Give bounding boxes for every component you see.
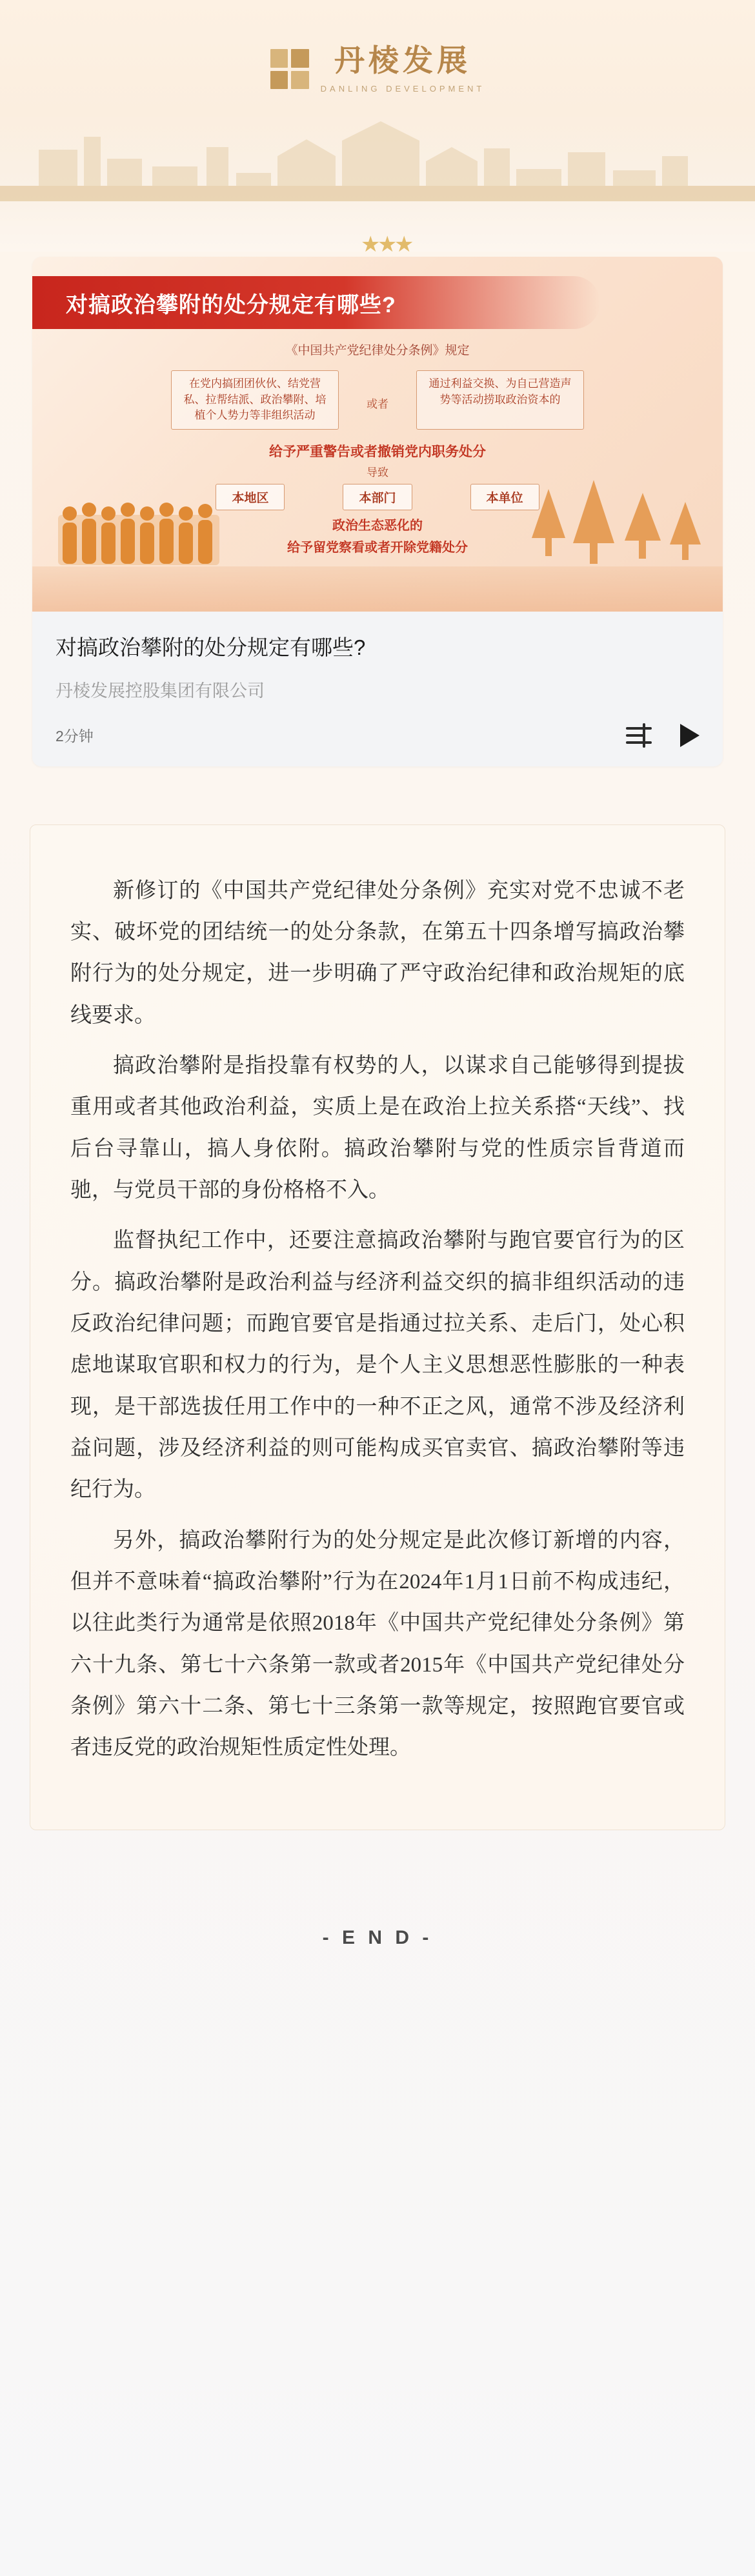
video-bottom-bar <box>55 724 700 747</box>
cover-right-box: 通过利益交换、为自己营造声势等活动捞取政治资本的 <box>416 370 584 430</box>
article-card <box>30 824 725 1830</box>
video-card[interactable] <box>32 257 723 766</box>
article-paragraph: 搞政治攀附是指投靠有权势的人，以谋求自己能够得到提拔重用或者其他政治利益，实质上是在政治上拉关系搭“天线”、找后台寻靠山，搞人身依附。搞政治攀附与党的性质宗旨背道而驰，与党员干部的身份格格不入。 <box>70 1053 685 1202</box>
cover-left-box: 在党内搞团团伙伙、结党营私、拉帮结派、政治攀附、培植个人势力等非组织活动 <box>171 370 339 430</box>
article-paragraph: 新修订的《中国共产党纪律处分条例》充实对党不忠诚不老实、破坏党的团结统一的处分条款，在第五十四条增写搞政治攀附行为的处分规定，进一步明确了严守政治纪律和政治规矩的底线要求。 <box>70 879 685 1027</box>
video-organization: 丹棱发展控股集团有限公司 <box>55 681 265 701</box>
article-paragraph: 监督执纪工作中，还要注意搞政治攀附与跑官要官行为的区分。搞政治攀附是政治利益与经济利益交织的搞非组织活动的违反政治纪律问题；而跑官要官是指通过拉关系、走后门，处心积虑地谋取官职和权力的行为，是个人主义思想恶性膨胀的一种表现，是干部选拔任用工作中的一种不正之风，通常不涉及经济利益问题，涉及经济利益的则可能构成买官卖官、搞政治攀附等违纪行为。 <box>70 1229 685 1502</box>
video-action-group <box>626 724 700 747</box>
video-cover[interactable] <box>32 257 723 612</box>
cover-subtitle: 《中国共产党纪律处分条例》规定 <box>285 344 470 357</box>
end-mark: - E N D - <box>322 1926 433 1948</box>
video-meta <box>32 612 723 766</box>
cover-tag-row <box>32 484 723 510</box>
cover-leads-to: 导致 <box>367 466 388 479</box>
cover-penalty: 给予严重警告或者撤销党内职务处分 <box>269 444 486 459</box>
playlist-icon[interactable] <box>626 726 652 745</box>
cover-connector: 或者 <box>367 398 388 410</box>
brand <box>0 0 755 94</box>
video-duration: 2分钟 <box>55 728 94 745</box>
brand-title-en: DANLING DEVELOPMENT <box>320 83 485 94</box>
brand-title-cn: 丹棱发展 <box>334 45 471 78</box>
city-skyline-icon <box>0 111 755 201</box>
four-square-logo-icon <box>270 49 309 89</box>
cover-tag: 本部门 <box>343 484 412 510</box>
masthead: 丹棱发展 DANLING DEVELOPMENT ★ ★ ★ <box>0 0 755 252</box>
cover-tag: 本单位 <box>470 484 539 510</box>
cover-tag: 本地区 <box>216 484 285 510</box>
video-title: 对搞政治攀附的处分规定有哪些? <box>55 635 366 659</box>
article-paragraph: 另外，搞政治攀附行为的处分规定是此次修订新增的内容，但并不意味着“搞政治攀附”行为在2024年1月1日前不构成违纪，以往此类行为通常是依照2018年《中国共产党纪律处分条例》第六十九条、第七十六条第一款或者2015年《中国共产党纪律处分条例》第六十二条、第七十三条第一款等规定，按照跑官要官或者违反党的政治规矩性质定性处理。 <box>70 1528 685 1760</box>
cover-consequence: 政治生态恶化的 <box>332 519 423 533</box>
play-icon[interactable] <box>680 724 700 747</box>
cover-consequence-penalty: 给予留党察看或者开除党籍处分 <box>287 541 468 555</box>
cover-banner-title: 对搞政治攀附的处分规定有哪些? <box>66 292 396 317</box>
cover-banner <box>32 276 600 329</box>
